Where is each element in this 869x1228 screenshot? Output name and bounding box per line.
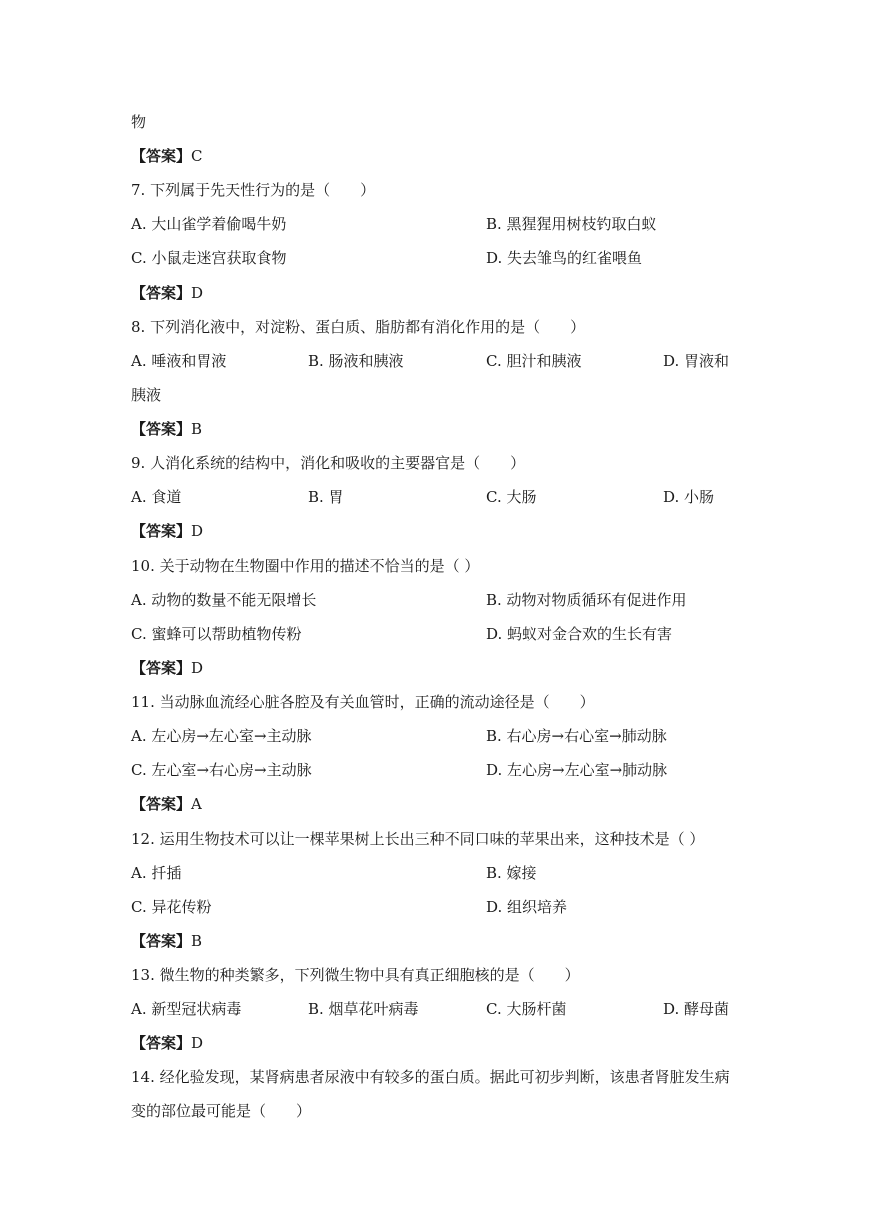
answer-q9 <box>131 521 203 541</box>
answer-q8 <box>131 419 202 439</box>
q12-option-b: B. 嫁接 <box>486 864 537 882</box>
q9-option-d: D. 小肠 <box>663 488 715 506</box>
answer-value: D <box>191 522 204 540</box>
q13-option-c: C. 大肠杆菌 <box>486 1000 567 1018</box>
q7-option-a: A. 大山雀学着偷喝牛奶 <box>131 215 287 233</box>
q8-option-a: A. 唾液和胃液 <box>131 352 227 370</box>
answer-q7 <box>131 283 203 303</box>
answer-q11 <box>131 794 202 814</box>
q9-option-a: A. 食道 <box>131 488 182 506</box>
q7-option-b: B. 黑猩猩用树枝钓取白蚁 <box>486 215 657 233</box>
answer-q12 <box>131 931 202 951</box>
q13-option-a: A. 新型冠状病毒 <box>131 1000 242 1018</box>
q13-option-b: B. 烟草花叶病毒 <box>308 1000 419 1018</box>
q8-option-c: C. 胆汁和胰液 <box>486 352 582 370</box>
question-14-stem-line1: 14. 经化验发现，某肾病患者尿液中有较多的蛋白质。据此可初步判断，该患者肾脏发生病 <box>131 1068 730 1086</box>
q7-option-d: D. 失去雏鸟的红雀喂鱼 <box>486 249 643 267</box>
question-7-stem: 7. 下列属于先天性行为的是（ ） <box>131 181 376 199</box>
answer-q13 <box>131 1033 203 1053</box>
q8-option-d: D. 胃液和 <box>663 352 730 370</box>
q8-option-d-wrap: 胰液 <box>131 386 162 404</box>
answer-q6 <box>131 146 203 166</box>
answer-label: 【答案】 <box>131 932 192 950</box>
answer-label: 【答案】 <box>131 1034 192 1052</box>
q13-option-d: D. 酵母菌 <box>663 1000 730 1018</box>
answer-label: 【答案】 <box>131 284 192 302</box>
question-10-stem: 10. 关于动物在生物圈中作用的描述不恰当的是（ ） <box>131 557 480 575</box>
answer-q10 <box>131 658 203 678</box>
question-9-stem: 9. 人消化系统的结构中，消化和吸收的主要器官是（ ） <box>131 454 526 472</box>
answer-value: B <box>191 420 203 438</box>
question-12-stem: 12. 运用生物技术可以让一棵苹果树上长出三种不同口味的苹果出来，这种技术是（ ） <box>131 830 705 848</box>
q10-option-c: C. 蜜蜂可以帮助植物传粉 <box>131 625 302 643</box>
q11-option-b: B. 右心房→右心室→肺动脉 <box>486 727 667 745</box>
answer-label: 【答案】 <box>131 795 192 813</box>
q10-option-b: B. 动物对物质循环有促进作用 <box>486 591 687 609</box>
answer-value: D <box>191 1034 204 1052</box>
q10-option-d: D. 蚂蚁对金合欢的生长有害 <box>486 625 673 643</box>
q9-option-b: B. 胃 <box>308 488 344 506</box>
answer-value: B <box>191 932 203 950</box>
q9-option-c: C. 大肠 <box>486 488 537 506</box>
q11-option-a: A. 左心房→左心室→主动脉 <box>131 727 312 745</box>
q11-option-d: D. 左心房→左心室→肺动脉 <box>486 761 668 779</box>
q7-option-c: C. 小鼠走迷宫获取食物 <box>131 249 287 267</box>
answer-label: 【答案】 <box>131 659 192 677</box>
q10-option-a: A. 动物的数量不能无限增长 <box>131 591 317 609</box>
answer-label: 【答案】 <box>131 420 192 438</box>
question-11-stem: 11. 当动脉血流经心脏各腔及有关血管时，正确的流动途径是（ ） <box>131 693 595 711</box>
q12-option-d: D. 组织培养 <box>486 898 568 916</box>
question-14-stem-line2: 变的部位最可能是（ ） <box>131 1102 312 1120</box>
answer-value: D <box>191 659 204 677</box>
question-13-stem: 13. 微生物的种类繁多，下列微生物中具有真正细胞核的是（ ） <box>131 966 580 984</box>
continuation-text: 物 <box>131 113 147 131</box>
answer-value: A <box>191 795 202 813</box>
q11-option-c: C. 左心室→右心房→主动脉 <box>131 761 312 779</box>
q8-option-b: B. 肠液和胰液 <box>308 352 404 370</box>
answer-value: C <box>191 147 203 165</box>
answer-label: 【答案】 <box>131 147 192 165</box>
q12-option-a: A. 扦插 <box>131 864 182 882</box>
answer-label: 【答案】 <box>131 522 192 540</box>
answer-value: D <box>191 284 204 302</box>
q12-option-c: C. 异花传粉 <box>131 898 212 916</box>
question-8-stem: 8. 下列消化液中，对淀粉、蛋白质、脂肪都有消化作用的是（ ） <box>131 318 586 336</box>
